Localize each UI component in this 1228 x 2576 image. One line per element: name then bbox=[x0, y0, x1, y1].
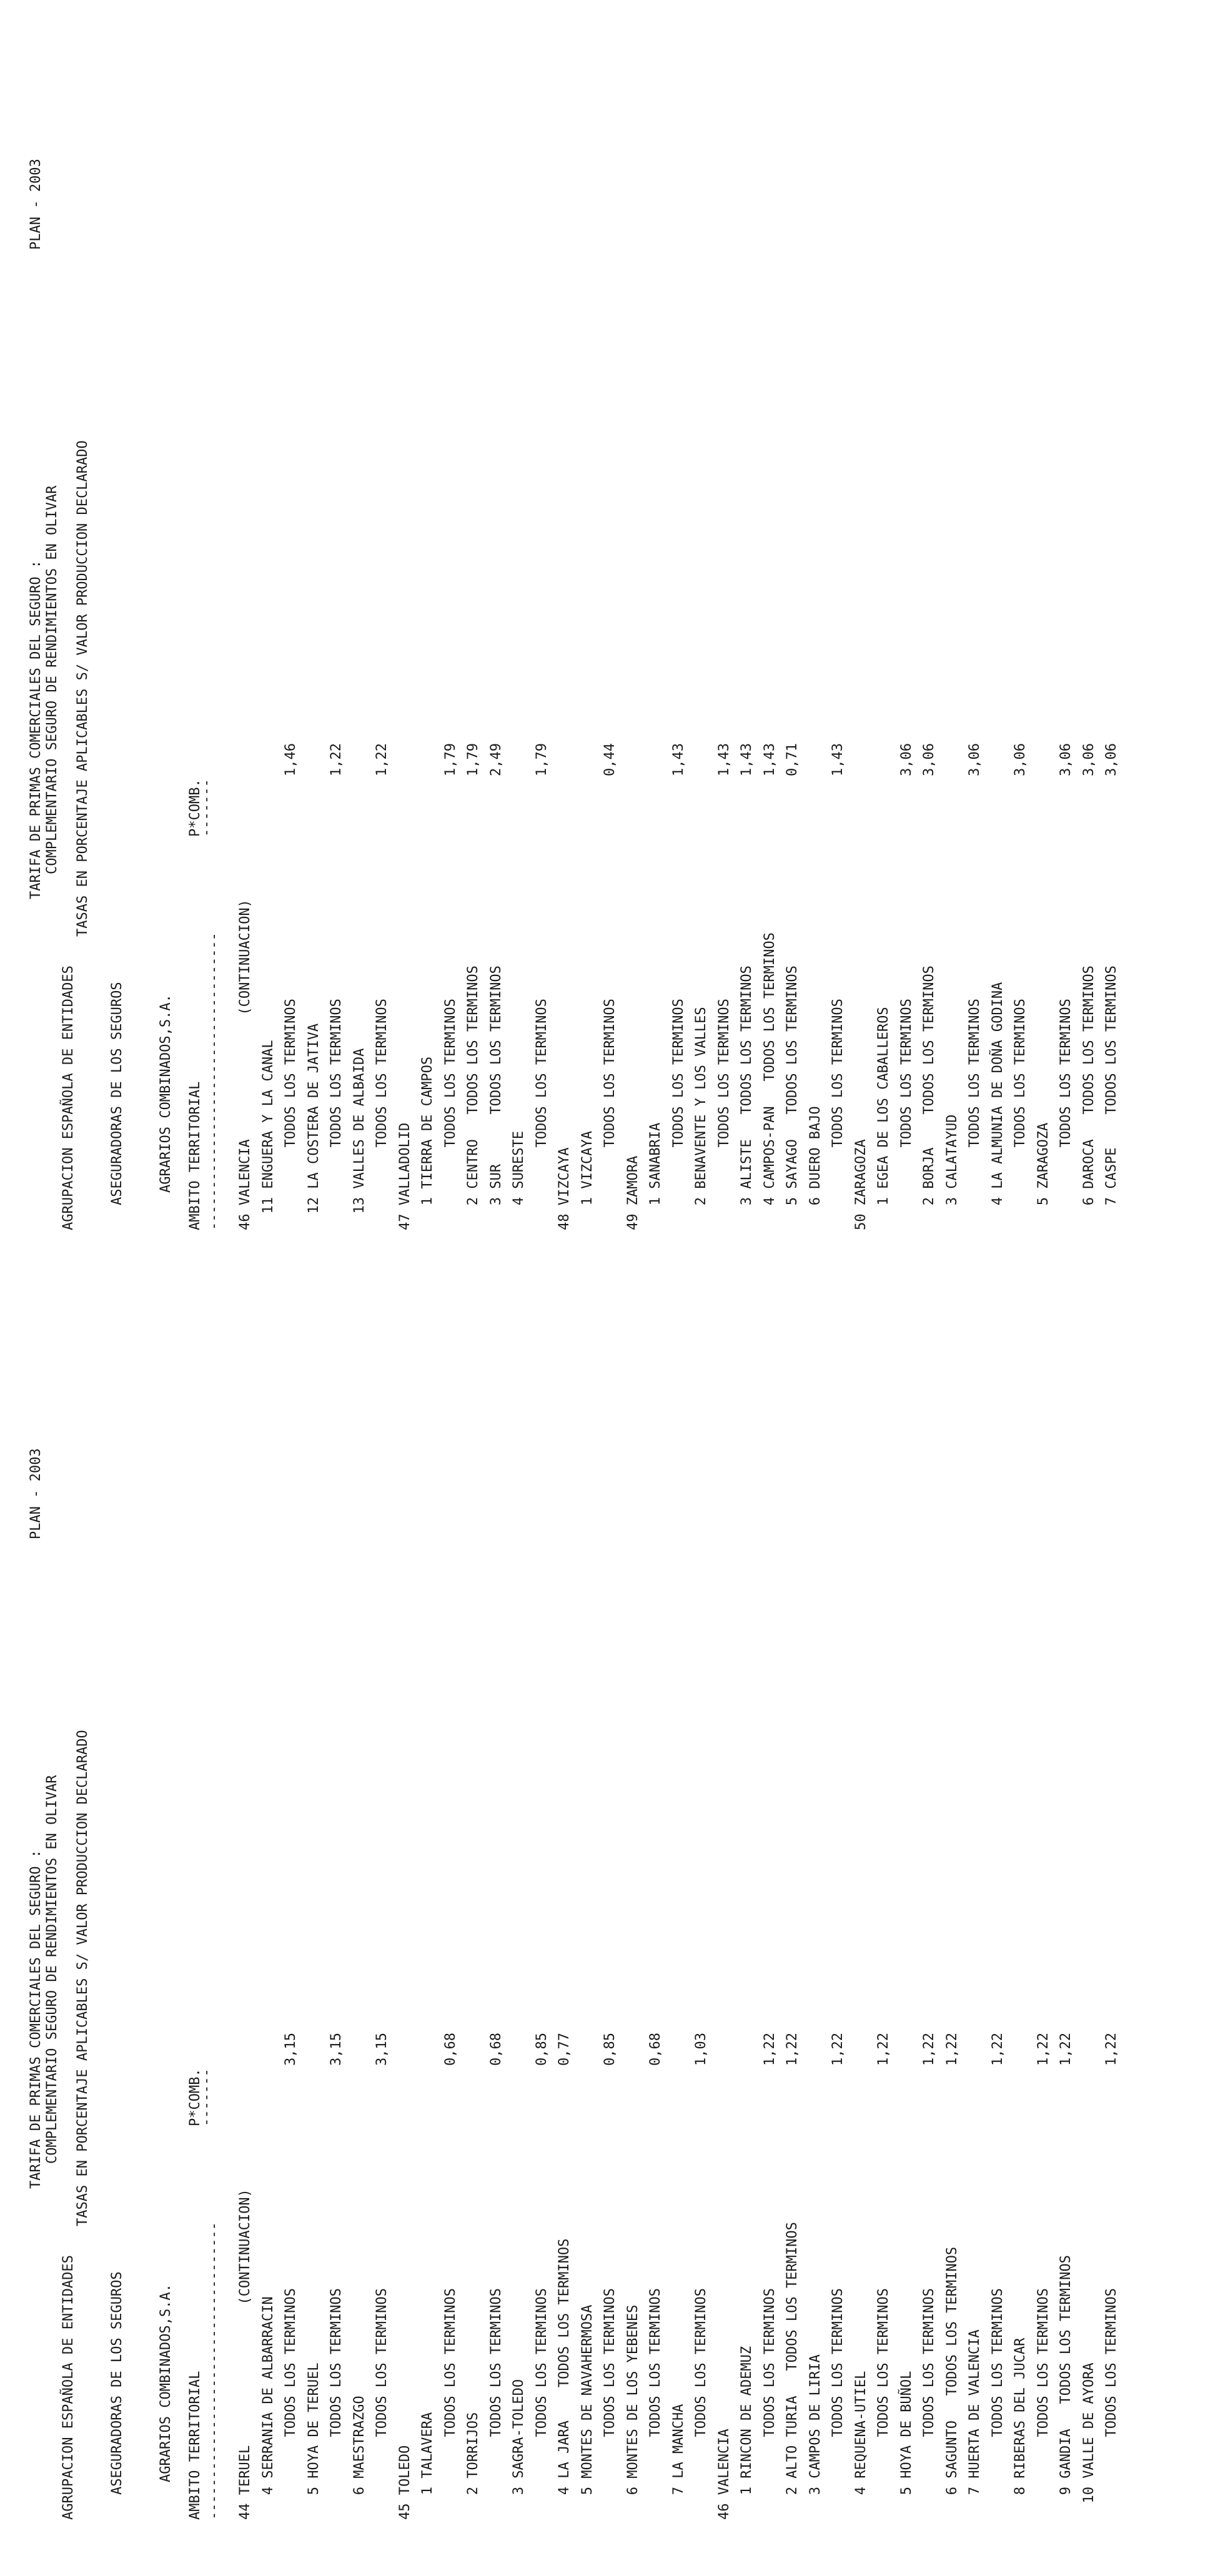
table-row bbox=[260, 2008, 277, 2520]
table-row bbox=[374, 718, 390, 1230]
region-label: 1 VIZCAYA bbox=[579, 1131, 595, 1230]
rate-value: 3,06 bbox=[967, 743, 983, 776]
rate-value: 1,22 bbox=[1104, 2033, 1119, 2066]
region-label: TODOS LOS TERMINOS bbox=[533, 999, 550, 1230]
table-row bbox=[420, 2008, 436, 2520]
region-label: 45 TOLEDO bbox=[397, 2445, 413, 2520]
region-label: 4 REQUENA-UTIEL bbox=[853, 2371, 869, 2520]
table-row bbox=[648, 2008, 664, 2520]
region-label: TODOS LOS TERMINOS bbox=[374, 999, 390, 1230]
table-row bbox=[625, 2008, 641, 2520]
rate-value: 1,43 bbox=[716, 743, 732, 776]
table-row bbox=[465, 718, 482, 1230]
region-label: TODOS LOS TERMINOS bbox=[1013, 999, 1028, 1230]
region-label: 4 SERRANIA DE ALBARRACIN bbox=[260, 2296, 276, 2520]
table-row bbox=[1058, 2008, 1074, 2520]
table-row bbox=[352, 2008, 368, 2520]
column-header-pcomb-dashes: ------- bbox=[199, 2068, 214, 2126]
table-row bbox=[557, 718, 573, 1230]
region-label: TODOS LOS TERMINOS bbox=[693, 2288, 709, 2520]
report-rates-note: TASAS EN PORCENTAJE APLICABLES S/ VALOR PRODUCCION DECLARADO bbox=[75, 440, 91, 937]
report-title: TARIFA DE PRIMAS COMERCIALES DEL SEGURO : bbox=[28, 560, 44, 899]
region-label: 13 VALLES DE ALBAIDA bbox=[351, 1048, 367, 1230]
region-label: TODOS LOS TERMINOS bbox=[442, 999, 458, 1230]
org-line: AGRUPACION ESPAÑOLA DE ENTIDADES bbox=[61, 2255, 76, 2520]
rate-value: 3,15 bbox=[329, 2033, 344, 2066]
table-row bbox=[534, 2008, 550, 2520]
table-row bbox=[1081, 2008, 1097, 2520]
region-label: 4 LA ALMUNIA DE DOÑA GODINA bbox=[989, 982, 1006, 1230]
region-label: 6 MAESTRAZGO bbox=[351, 2396, 367, 2520]
table-row bbox=[762, 2008, 778, 2520]
region-label: TODOS LOS TERMINOS bbox=[898, 999, 914, 1230]
rate-value: 1,22 bbox=[830, 2033, 846, 2066]
region-label: TODOS LOS TERMINOS bbox=[830, 2288, 846, 2520]
rate-value: 1,46 bbox=[283, 743, 299, 776]
table-row bbox=[990, 718, 1006, 1230]
table-row bbox=[488, 718, 505, 1230]
table-row bbox=[990, 2008, 1006, 2520]
table-row bbox=[671, 718, 687, 1230]
table-row bbox=[237, 2008, 254, 2520]
region-label: TODOS LOS TERMINOS bbox=[602, 2288, 618, 2520]
table-row bbox=[1058, 718, 1074, 1230]
table-row bbox=[739, 718, 755, 1230]
region-label: TODOS LOS TERMINOS bbox=[670, 999, 686, 1230]
rate-value: 1,22 bbox=[989, 2033, 1006, 2066]
column-header-pcomb-dashes: ------- bbox=[199, 779, 214, 837]
region-label: 4 LA JARA TODOS LOS TERMINOS bbox=[557, 2238, 572, 2520]
region-label: TODOS LOS TERMINOS bbox=[488, 2288, 504, 2520]
region-label: 4 SURESTE bbox=[511, 1131, 527, 1230]
table-row bbox=[693, 718, 710, 1230]
table-row bbox=[716, 718, 733, 1230]
org-line: AGRARIOS COMBINADOS,S.A. bbox=[158, 2284, 174, 2482]
rate-value: 1,22 bbox=[374, 743, 390, 776]
table-row bbox=[602, 2008, 618, 2520]
rate-value: 3,15 bbox=[283, 2033, 299, 2066]
rate-value: 0,44 bbox=[602, 743, 618, 776]
table-row bbox=[329, 718, 345, 1230]
table-row bbox=[899, 718, 915, 1230]
table-row bbox=[876, 718, 892, 1230]
region-label: 1 TIERRA DE CAMPOS bbox=[420, 1056, 435, 1230]
column-header-dashes: ------------------------------------ bbox=[206, 2222, 222, 2520]
rate-value: 3,06 bbox=[921, 743, 937, 776]
table-row bbox=[237, 718, 254, 1230]
table-row bbox=[306, 718, 322, 1230]
table-row bbox=[283, 718, 299, 1230]
table-row bbox=[762, 718, 778, 1230]
region-label: 2 CENTRO TODOS LOS TERMINOS bbox=[465, 965, 481, 1230]
table-row bbox=[785, 2008, 801, 2520]
rate-value: 0,68 bbox=[488, 2033, 504, 2066]
table-row bbox=[283, 2008, 299, 2520]
rate-value: 1,03 bbox=[693, 2033, 709, 2066]
table-row bbox=[876, 2008, 892, 2520]
report-rates-note: TASAS EN PORCENTAJE APLICABLES S/ VALOR PRODUCCION DECLARADO bbox=[75, 1730, 91, 2226]
table-row bbox=[625, 718, 641, 1230]
table-row bbox=[808, 718, 824, 1230]
region-label: 12 LA COSTERA DE JATIVA bbox=[305, 1023, 322, 1230]
region-label: TODOS LOS TERMINOS bbox=[967, 999, 983, 1230]
rate-value: 1,22 bbox=[944, 2033, 960, 2066]
rate-value: 1,43 bbox=[830, 743, 846, 776]
region-label: 3 CAMPOS DE LIRIA bbox=[807, 2354, 823, 2520]
table-row bbox=[944, 2008, 961, 2520]
table-row bbox=[853, 2008, 869, 2520]
region-label: 47 VALLADOLID bbox=[397, 1122, 413, 1230]
region-label: 5 SAYAGO TODOS LOS TERMINOS bbox=[785, 965, 800, 1230]
region-label: 1 EGEA DE LOS CABALLEROS bbox=[876, 1007, 891, 1230]
table-row bbox=[397, 718, 413, 1230]
table-row bbox=[1013, 2008, 1029, 2520]
column-header-pcomb: P*COMB. bbox=[187, 2068, 203, 2126]
region-label: TODOS LOS TERMINOS bbox=[602, 999, 618, 1230]
rate-value: 3,15 bbox=[374, 2033, 390, 2066]
rate-value: 1,43 bbox=[761, 743, 778, 776]
rate-value: 3,06 bbox=[1058, 743, 1074, 776]
org-line: ASEGURADORAS DE LOS SEGUROS bbox=[109, 2271, 125, 2495]
report-subtitle: COMPLEMENTARIO SEGURO DE RENDIMIENTOS EN OLIVAR bbox=[44, 485, 60, 874]
org-line: AGRUPACION ESPAÑOLA DE ENTIDADES bbox=[61, 965, 76, 1230]
table-row bbox=[488, 2008, 505, 2520]
column-header-ambito: AMBITO TERRITORIAL bbox=[187, 1081, 203, 1230]
column-header-pcomb: P*COMB. bbox=[187, 779, 203, 837]
region-label: TODOS LOS TERMINOS bbox=[648, 2288, 663, 2520]
region-label: 6 DAROCA TODOS LOS TERMINOS bbox=[1081, 965, 1097, 1230]
table-row bbox=[352, 718, 368, 1230]
region-label: 6 SAGUNTO TODOS LOS TERMINOS bbox=[944, 2246, 960, 2520]
org-line: ASEGURADORAS DE LOS SEGUROS bbox=[109, 982, 125, 1205]
region-label: 48 VIZCAYA bbox=[557, 1147, 572, 1230]
region-label: 2 BENAVENTE Y LOS VALLES bbox=[693, 1007, 709, 1230]
org-name bbox=[28, 965, 207, 1230]
rate-value: 0,85 bbox=[602, 2033, 618, 2066]
region-label: TODOS LOS TERMINOS bbox=[876, 2288, 891, 2520]
table-row bbox=[1013, 718, 1029, 1230]
region-label: 7 HUERTA DE VALENCIA bbox=[967, 2329, 983, 2520]
region-label: TODOS LOS TERMINOS bbox=[921, 2288, 937, 2520]
table-row bbox=[306, 2008, 322, 2520]
region-label: TODOS LOS TERMINOS bbox=[442, 2288, 458, 2520]
table-row bbox=[853, 718, 869, 1230]
table-row bbox=[557, 2008, 573, 2520]
rate-value: 1,43 bbox=[670, 743, 686, 776]
region-label: TODOS LOS TERMINOS bbox=[283, 999, 299, 1230]
region-label: TODOS LOS TERMINOS bbox=[1058, 999, 1074, 1230]
rate-value: 2,49 bbox=[488, 743, 504, 776]
table-row bbox=[329, 2008, 345, 2520]
region-label: 1 SANABRIA bbox=[648, 1122, 663, 1230]
region-label: 9 GANDIA TODOS LOS TERMINOS bbox=[1058, 2255, 1074, 2520]
rate-value: 0,77 bbox=[557, 2033, 572, 2066]
table-row bbox=[808, 2008, 824, 2520]
rate-value: 1,22 bbox=[1035, 2033, 1051, 2066]
region-label: 2 ALTO TURIA TODOS LOS TERMINOS bbox=[785, 2222, 800, 2520]
table-row bbox=[785, 718, 801, 1230]
rate-value: 3,06 bbox=[1081, 743, 1097, 776]
plan-label: PLAN - 2003 bbox=[28, 1448, 44, 1539]
region-label: TODOS LOS TERMINOS bbox=[761, 2288, 778, 2520]
rate-value: 1,79 bbox=[442, 743, 458, 776]
table-row bbox=[1081, 718, 1097, 1230]
region-label: 6 MONTES DE LOS YEBENES bbox=[625, 2304, 641, 2520]
region-label: TODOS LOS TERMINOS bbox=[533, 2288, 550, 2520]
region-label: 3 SAGRA-TOLEDO bbox=[511, 2379, 527, 2520]
rate-value: 1,22 bbox=[921, 2033, 937, 2066]
left-page bbox=[0, 1290, 1228, 2576]
table-row bbox=[534, 718, 550, 1230]
table-row bbox=[1036, 718, 1052, 1230]
region-label: 2 TORRIJOS bbox=[465, 2412, 481, 2520]
rate-value: 0,85 bbox=[533, 2033, 550, 2066]
region-label: TODOS LOS TERMINOS bbox=[374, 2288, 390, 2520]
table-row bbox=[511, 718, 527, 1230]
table-row bbox=[580, 2008, 596, 2520]
region-label: 46 VALENCIA bbox=[716, 2429, 732, 2520]
region-label: 50 ZARAGOZA bbox=[853, 1139, 869, 1230]
table-row bbox=[511, 2008, 527, 2520]
table-row bbox=[420, 718, 436, 1230]
region-label: TODOS LOS TERMINOS bbox=[329, 999, 344, 1230]
rate-value: 1,22 bbox=[876, 2033, 891, 2066]
rate-value: 1,43 bbox=[739, 743, 755, 776]
rate-value: 3,06 bbox=[1104, 743, 1119, 776]
region-label: 5 ZARAGOZA bbox=[1035, 1122, 1051, 1230]
rate-value: 1,22 bbox=[1058, 2033, 1074, 2066]
table-row bbox=[397, 2008, 413, 2520]
region-label: 5 HOYA DE TERUEL bbox=[305, 2362, 322, 2520]
table-row bbox=[944, 718, 961, 1230]
region-label: TODOS LOS TERMINOS bbox=[716, 999, 732, 1230]
plan-label: PLAN - 2003 bbox=[28, 159, 44, 250]
rate-value: 3,06 bbox=[898, 743, 914, 776]
rate-value: 0,68 bbox=[648, 2033, 663, 2066]
region-label: 3 SUR TODOS LOS TERMINOS bbox=[488, 965, 504, 1230]
table-row bbox=[1036, 2008, 1052, 2520]
table-row bbox=[648, 718, 664, 1230]
region-label: TODOS LOS TERMINOS bbox=[283, 2288, 299, 2520]
region-label: 44 TERUEL (CONTINUACION) bbox=[237, 2189, 253, 2520]
report-subtitle: COMPLEMENTARIO SEGURO DE RENDIMIENTOS EN OLIVAR bbox=[44, 1775, 60, 2164]
region-label: 7 LA MANCHA bbox=[670, 2404, 686, 2520]
table-row bbox=[443, 718, 459, 1230]
region-label: 2 BORJA TODOS LOS TERMINOS bbox=[921, 965, 937, 1230]
region-label: 4 CAMPOS-PAN TODOS LOS TERMINOS bbox=[761, 932, 778, 1230]
column-header-dashes: ------------------------------------ bbox=[206, 932, 222, 1230]
region-label: TODOS LOS TERMINOS bbox=[329, 2288, 344, 2520]
table-row bbox=[830, 2008, 846, 2520]
region-label: 1 RINCON DE ADEMUZ bbox=[739, 2346, 755, 2520]
region-label: 49 ZAMORA bbox=[625, 1155, 641, 1230]
region-label: 7 CASPE TODOS LOS TERMINOS bbox=[1104, 965, 1119, 1230]
table-row bbox=[465, 2008, 482, 2520]
region-label: 11 ENGUERA Y LA CANAL bbox=[260, 1040, 276, 1230]
region-label: 3 ALISTE TODOS LOS TERMINOS bbox=[739, 965, 755, 1230]
region-label: TODOS LOS TERMINOS bbox=[989, 2288, 1006, 2520]
region-label: 6 DUERO BAJO bbox=[807, 1106, 823, 1230]
table-row bbox=[602, 718, 618, 1230]
rate-value: 0,68 bbox=[442, 2033, 458, 2066]
rate-value: 1,79 bbox=[533, 743, 550, 776]
column-header-ambito: AMBITO TERRITORIAL bbox=[187, 2371, 203, 2520]
region-label: 46 VALENCIA (CONTINUACION) bbox=[237, 899, 253, 1230]
table-row bbox=[260, 718, 277, 1230]
table-row bbox=[374, 2008, 390, 2520]
region-label: 5 HOYA DE BUÑOL bbox=[898, 2371, 914, 2520]
rate-value: 1,22 bbox=[329, 743, 344, 776]
rate-value: 1,79 bbox=[465, 743, 481, 776]
org-line: AGRARIOS COMBINADOS,S.A. bbox=[158, 994, 174, 1193]
table-row bbox=[443, 2008, 459, 2520]
table-row bbox=[580, 718, 596, 1230]
region-label: 10 VALLE DE AYORA bbox=[1081, 2362, 1097, 2520]
table-row bbox=[921, 718, 938, 1230]
region-label: TODOS LOS TERMINOS bbox=[830, 999, 846, 1230]
report-title: TARIFA DE PRIMAS COMERCIALES DEL SEGURO : bbox=[28, 1849, 44, 2189]
table-row bbox=[967, 2008, 983, 2520]
rate-value: 0,71 bbox=[785, 743, 800, 776]
region-label: 5 MONTES DE NAVAHERMOSA bbox=[579, 2304, 595, 2520]
right-page bbox=[0, 0, 1228, 1286]
table-row bbox=[899, 2008, 915, 2520]
region-label: 3 CALATAYUD bbox=[944, 1114, 960, 1230]
region-label: TODOS LOS TERMINOS bbox=[1035, 2288, 1051, 2520]
table-row bbox=[967, 718, 983, 1230]
table-row bbox=[1104, 2008, 1120, 2520]
rate-value: 1,22 bbox=[785, 2033, 800, 2066]
table-row bbox=[671, 2008, 687, 2520]
region-label: 1 TALAVERA bbox=[420, 2412, 435, 2520]
table-row bbox=[716, 2008, 733, 2520]
table-row bbox=[739, 2008, 755, 2520]
rate-value: 3,06 bbox=[1013, 743, 1028, 776]
rate-value: 1,22 bbox=[761, 2033, 778, 2066]
table-row bbox=[1104, 718, 1120, 1230]
region-label: 8 RIBERAS DEL JUCAR bbox=[1013, 2337, 1028, 2520]
table-row bbox=[830, 718, 846, 1230]
table-row bbox=[693, 2008, 710, 2520]
region-label: TODOS LOS TERMINOS bbox=[1104, 2288, 1119, 2520]
table-row bbox=[921, 2008, 938, 2520]
